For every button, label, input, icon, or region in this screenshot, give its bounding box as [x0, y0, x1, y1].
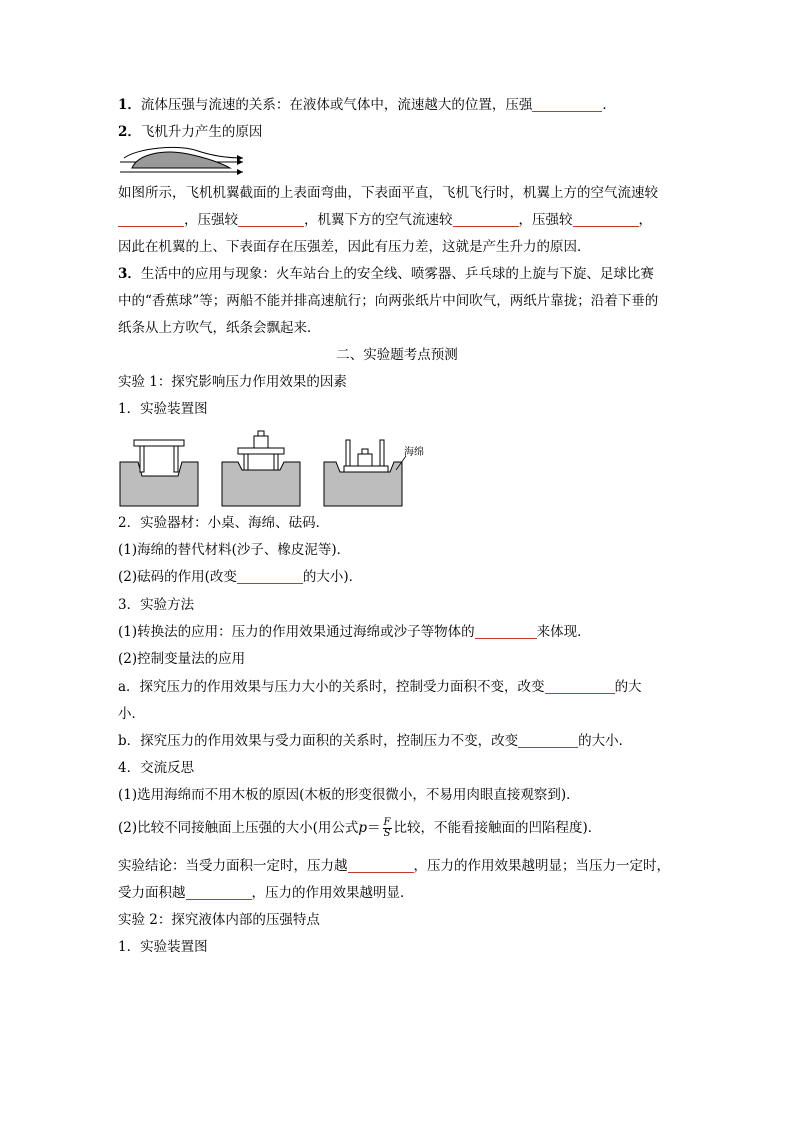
exp1-item-1 — [118, 400, 208, 418]
item-text: (1)选用海绵而不用木板的原因(木板的形变很微小，不易用肉眼直接观察到)． — [118, 787, 580, 803]
para-text: ，压强较 — [184, 212, 238, 228]
airfoil-figure — [118, 146, 248, 180]
item-text: 3．实验方法 — [118, 597, 195, 613]
item-3 — [118, 265, 654, 283]
exp1-item-4a — [118, 786, 580, 804]
item-text: 的大 — [614, 679, 642, 695]
experiment-1-title: 实验 1：探究影响压力作用效果的因素 — [118, 374, 347, 390]
item-1 — [118, 96, 616, 114]
item-text: 4．交流反思 — [118, 760, 195, 776]
item-text: 纸条从上方吹气，纸条会飘起来． — [118, 320, 321, 336]
item-text: (1)转换法的应用：压力的作用效果通过海绵或沙子等物体的 — [118, 624, 475, 640]
para-text: ， — [638, 212, 652, 228]
item-text: 流体压强与流速的关系：在液体或气体中，流速越大的位置，压强 — [140, 97, 533, 113]
panel-3 — [324, 440, 406, 506]
answer-blank[interactable] — [237, 570, 303, 584]
para-text: ，机翼下方的空气流速较 — [304, 212, 453, 228]
item-text: 的大小． — [578, 733, 633, 749]
item-text: (2)控制变量法的应用 — [118, 651, 246, 667]
item-3-line-2 — [118, 292, 658, 310]
sponge-label: 海绵 — [404, 447, 424, 458]
item-text: 生活中的应用与现象：火车站台上的安全线、喷雾器、乒乓球的上旋与下旋、足球比赛 — [140, 266, 654, 282]
item-text: (2)比较不同接触面上压强的大小(用公式 — [118, 820, 359, 836]
item-text: 1．实验装置图 — [118, 401, 208, 417]
conclusion-line-1 — [118, 857, 670, 875]
item-text: 比较，不能看接触面的凹陷程度)． — [393, 820, 602, 836]
exp1-item-3a — [118, 623, 591, 641]
panel-2 — [222, 431, 300, 506]
exp1-item-3d — [118, 732, 632, 750]
answer-blank[interactable] — [518, 734, 578, 748]
answer-blank[interactable] — [475, 625, 537, 639]
conclusion-text: 受力面积越 — [118, 885, 186, 901]
formula-denominator: S — [383, 828, 391, 839]
apparatus-figure — [118, 426, 438, 508]
item-number: 3． — [118, 266, 141, 282]
exp1-item-3c — [118, 678, 642, 696]
formula-fraction — [383, 818, 392, 839]
item-number: 2． — [118, 124, 141, 140]
para-1-line-3 — [118, 238, 591, 256]
item-3-line-3 — [118, 319, 321, 337]
conclusion-text: 实验结论：当受力面积一定时，压力越 — [118, 858, 348, 874]
exp1-item-4 — [118, 759, 194, 777]
formula-numerator: F — [383, 817, 391, 828]
exp1-item-3c-cont — [118, 705, 145, 723]
para-text: 因此在机翼的上、下表面存在压强差，因此有压力差，这就是产生升力的原因． — [118, 239, 591, 255]
exp1-item-3 — [118, 596, 194, 614]
answer-blank[interactable] — [573, 213, 639, 227]
item-2 — [118, 123, 262, 141]
para-text: ，压强较 — [518, 212, 573, 228]
item-text: (1)海绵的替代材料(沙子、橡皮泥等)． — [118, 542, 351, 558]
exp2-item-1 — [118, 938, 208, 956]
exp1-item-4b — [118, 818, 601, 839]
item-text: b．探究压力的作用效果与受力面积的关系时，控制压力不变，改变 — [118, 733, 519, 749]
item-text: (2)砝码的作用(改变 — [118, 569, 237, 585]
item-text: 小． — [118, 706, 145, 722]
formula-p: p — [358, 820, 368, 836]
answer-blank[interactable] — [453, 213, 519, 227]
experiment-2-title: 实验 2：探究液体内部的压强特点 — [118, 912, 320, 928]
section-title: 二、实验题考点预测 — [336, 347, 458, 363]
conclusion-line-2 — [118, 884, 414, 902]
item-text: 来体现． — [536, 624, 591, 640]
answer-blank[interactable] — [545, 680, 615, 694]
panel-1 — [120, 440, 198, 506]
exp1-item-3b — [118, 650, 245, 668]
exp1-item-2b — [118, 568, 362, 586]
answer-blank[interactable] — [238, 213, 304, 227]
para-text: 如图所示，飞机机翼截面的上表面弯曲，下表面平直，飞机飞行时，机翼上方的空气流速较 — [118, 185, 658, 201]
item-text: a．探究压力的作用效果与压力大小的关系时，控制受力面积不变，改变 — [118, 679, 545, 695]
exp1-item-2a — [118, 541, 350, 559]
para-1-line-2 — [118, 211, 652, 229]
answer-blank[interactable] — [186, 886, 252, 900]
exp1-item-2 — [118, 514, 329, 532]
item-text: 2．实验器材：小桌、海绵、砝码． — [118, 515, 330, 531]
item-end: ． — [602, 97, 616, 113]
formula-equals: ＝ — [367, 820, 381, 836]
item-text: 飞机升力产生的原因 — [140, 124, 263, 140]
conclusion-text: ，压力的作用效果越明显；当压力一定时， — [413, 858, 670, 874]
answer-blank[interactable] — [348, 859, 414, 873]
answer-blank[interactable] — [532, 98, 602, 112]
conclusion-text: ，压力的作用效果越明显． — [251, 885, 414, 901]
item-number: 1． — [118, 97, 141, 113]
item-text: 1．实验装置图 — [118, 939, 208, 955]
item-text: 中的“香蕉球”等；两船不能并排高速航行；向两张纸片中间吹气，两纸片靠拢；沿着下垂的 — [118, 293, 659, 309]
item-text: 的大小)． — [302, 569, 363, 585]
para-1-line-1 — [118, 184, 658, 202]
answer-blank[interactable] — [118, 213, 184, 227]
